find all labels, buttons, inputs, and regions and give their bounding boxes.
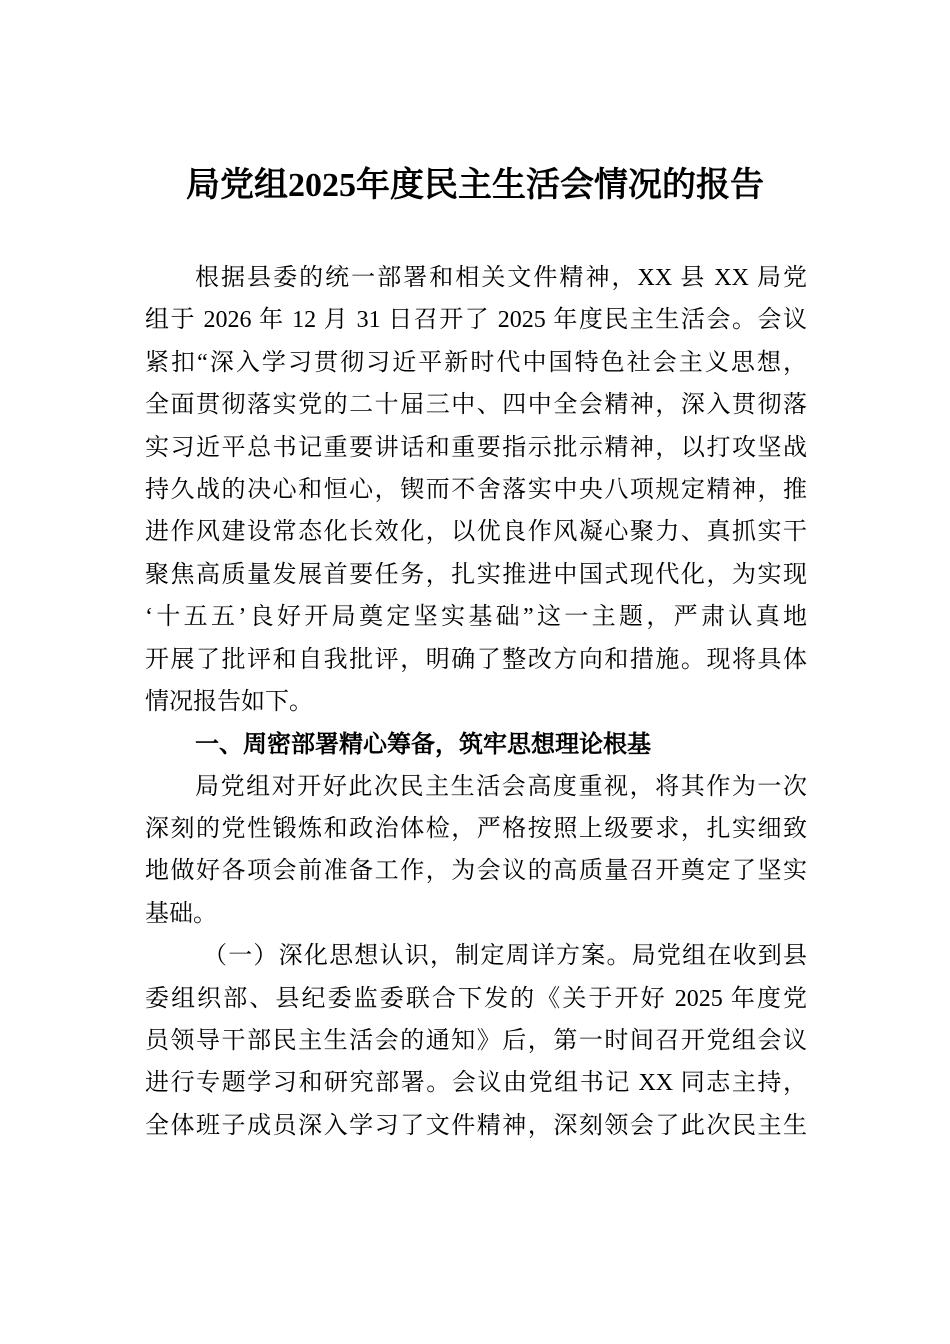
subsection-paragraph [145, 935, 807, 1147]
text-line: ‘十五五’良好开局奠定坚实基础”这一主题，严肃认真地 [145, 604, 807, 631]
text-line: 局党组对开好此次民主生活会高度重视，将其作为一次 [195, 773, 807, 800]
text-line: 聚焦高质量发展首要任务，扎实推进中国式现代化，为实现 [145, 561, 807, 588]
text-line: 委组织部、县纪委监委联合下发的《关于开好 2025 年度党 [145, 985, 807, 1012]
text-line: 地做好各项会前准备工作，为会议的高质量召开奠定了坚实 [145, 858, 807, 885]
text-line: （一）深化思想认识，制定周详方案。局党组在收到县 [203, 943, 807, 970]
text-line: 深刻的党性锻炼和政治体检，严格按照上级要求，扎实细致 [145, 816, 807, 843]
text-line: 进行专题学习和研究部署。会议由党组书记 XX 同志主持， [145, 1070, 807, 1097]
text-line: 全体班子成员深入学习了文件精神，深刻领会了此次民主生 [145, 1112, 807, 1139]
text-line: 组于 2026 年 12 月 31 日召开了 2025 年度民主生活会。会议 [145, 307, 807, 334]
section-heading: 一、周密部署精心筹备，筑牢思想理论根基 [195, 730, 651, 759]
text-line: 全面贯彻落实党的二十届三中、四中全会精神，深入贯彻落 [145, 392, 807, 419]
intro-paragraph [145, 257, 807, 723]
document-body [145, 257, 807, 1147]
text-line: 紧扣“深入学习贯彻习近平新时代中国特色社会主义思想， [145, 349, 807, 376]
text-line: 员领导干部民主生活会的通知》后，第一时间召开党组会议 [145, 1028, 807, 1055]
text-line: 基础。 [145, 900, 217, 927]
document-title: 局党组2025年度民主生活会情况的报告 [186, 167, 764, 204]
text-line: 根据县委的统一部署和相关文件精神，XX 县 XX 局党 [195, 265, 807, 291]
text-line: 进作风建设常态化长效化，以优良作风凝心聚力、真抓实干 [145, 519, 807, 546]
text-line: 实习近平总书记重要讲话和重要指示批示精神，以打攻坚战 [145, 434, 807, 461]
text-line: 情况报告如下。 [145, 688, 313, 715]
text-line: 开展了批评和自我批评，明确了整改方向和措施。现将具体 [145, 646, 807, 673]
section-paragraph [145, 766, 807, 936]
text-line: 持久战的决心和恒心，锲而不舍落实中央八项规定精神，推 [145, 476, 807, 503]
